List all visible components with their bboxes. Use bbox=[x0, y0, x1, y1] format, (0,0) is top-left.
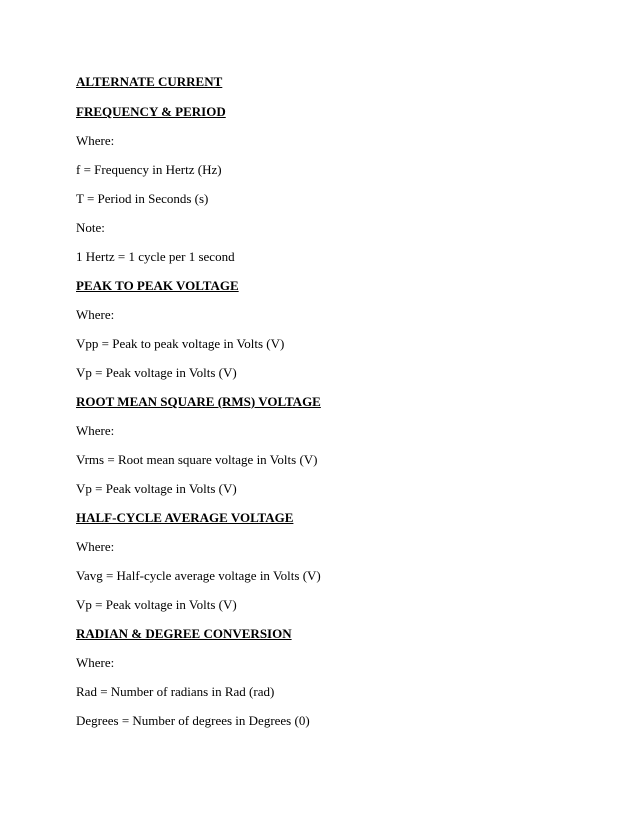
section-line: Vp = Peak voltage in Volts (V) bbox=[76, 597, 237, 612]
section-heading-radian-degree: RADIAN & DEGREE CONVERSION bbox=[76, 626, 292, 641]
section-line: Where: bbox=[76, 423, 115, 438]
section-line: Vp = Peak voltage in Volts (V) bbox=[76, 481, 237, 496]
section-line: Where: bbox=[76, 133, 115, 148]
section-heading-rms: ROOT MEAN SQUARE (RMS) VOLTAGE bbox=[76, 394, 321, 409]
section-line: Note: bbox=[76, 220, 105, 235]
section-line: T = Period in Seconds (s) bbox=[76, 191, 209, 206]
section-line: Vp = Peak voltage in Volts (V) bbox=[76, 365, 237, 380]
section-line: Where: bbox=[76, 655, 115, 670]
section-line: Vpp = Peak to peak voltage in Volts (V) bbox=[76, 336, 285, 351]
section-line: f = Frequency in Hertz (Hz) bbox=[76, 162, 222, 177]
section-line: Rad = Number of radians in Rad (rad) bbox=[76, 684, 275, 699]
section-heading-half-cycle: HALF-CYCLE AVERAGE VOLTAGE bbox=[76, 510, 294, 525]
section-line: Vavg = Half-cycle average voltage in Volts (V) bbox=[76, 568, 321, 583]
document-title: ALTERNATE CURRENT bbox=[76, 74, 223, 89]
section-heading-peak-to-peak: PEAK TO PEAK VOLTAGE bbox=[76, 278, 239, 293]
section-line: 1 Hertz = 1 cycle per 1 second bbox=[76, 249, 235, 264]
section-line: Degrees = Number of degrees in Degrees (0) bbox=[76, 713, 310, 728]
section-line: Where: bbox=[76, 539, 115, 554]
section-heading-frequency-period: FREQUENCY & PERIOD bbox=[76, 104, 226, 119]
section-line: Vrms = Root mean square voltage in Volts (V) bbox=[76, 452, 318, 467]
section-line: Where: bbox=[76, 307, 115, 322]
